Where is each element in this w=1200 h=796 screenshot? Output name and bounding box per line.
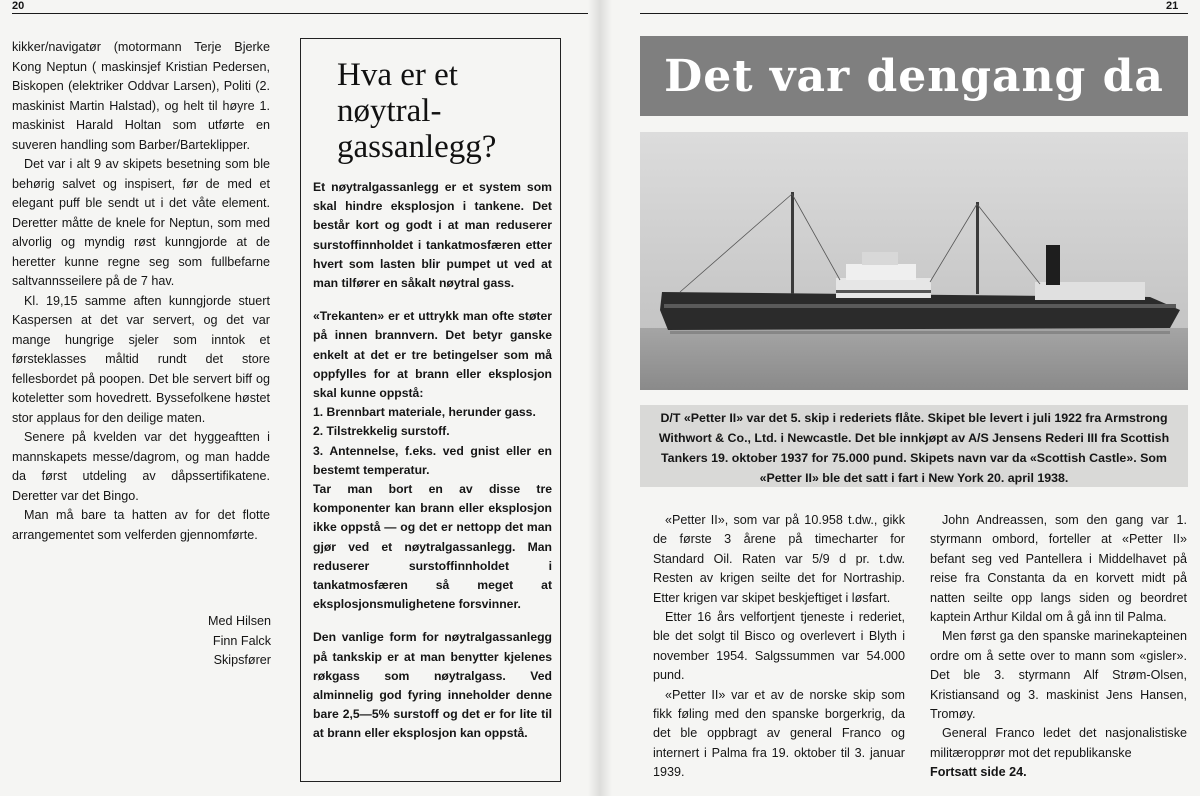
box-title-line: gassanlegg? (337, 129, 497, 165)
paragraph: «Petter II» var et av de norske skip som fikk føling med den spanske borgerkrig, da det ble oppbragt av general Franco og internert i Palma fra 19. oktober til 3. januar 1939. (653, 687, 905, 780)
caption-text: D/T «Petter II» var det 5. skip i rederiets flåte. Skipet ble levert i juli 1922 fra Armstrong Withwort & Co., Ltd. i Newcastle. Det ble innkjøpt av A/S Jensens Rederi III fra Scottish Tankers 19. oktober 1937 for 75.000 pund. Skipets navn var da «Scottish Castle». Som «Petter II» ble det satt i fart i New York 20. april 1938. (658, 411, 1170, 485)
box-list-item: 2. Tilstrekkelig surstoff. (313, 424, 450, 439)
paragraph: Men først ga den spanske marinekapteinen ordre om å sette over to mann som «gisler». Det ble 3. styrmann Alf Strøm-Olsen, Kristiansand og 3. maskinist Jens Hansen, Tromøy. (930, 629, 1187, 722)
box-paragraph: Tar man bort en av disse tre komponenter kan brann eller eksplosjon ikke oppstå — og det er nettopp det man gjør ved et nøytralgassanlegg. Man reduserer surstoffinnholdet i tankatmosfæren så meget at eksplosjonsmulighetene forsvinner. (313, 482, 552, 612)
box-paragraph: «Trekanten» er et uttrykk man ofte støter på innen brannvern. Det betyr ganske enkelt at det er tre betingelser som må oppfylles for at brann eller eksplosjon skal kunne oppstå: (313, 309, 552, 401)
article-column (12, 38, 270, 545)
photo-caption (640, 405, 1188, 487)
signoff (150, 612, 271, 671)
paragraph: John Andreassen, som den gang var 1. styrmann ombord, forteller at «Petter II» befant seg ved Pantellera i Middelhavet på reise fra Constanta da en korvett midt på natten seilte opp langs siden og beordret kaptein Arthur Kildal om å gå inn til Palma. (930, 513, 1187, 625)
box-title (337, 57, 552, 165)
box-title-line: Hva er et (337, 57, 458, 93)
paragraph: Senere på kvelden var det hyggeaftten i mannskapets messe/dagrom, og man hadde da først utdeling av dåpssertifikatene. Deretter var det Bingo. (12, 430, 270, 503)
ship-photo (640, 132, 1188, 390)
info-box (300, 38, 561, 782)
header-rule (12, 13, 588, 14)
article-column (653, 511, 905, 783)
paragraph: Etter 16 års velfortjent tjeneste i rederiet, ble det solgt til Bisco og overlevert i Blyth i november 1954. Salgssummen var 54.000 pund. (653, 610, 905, 683)
box-paragraph: Et nøytralgassanlegg er et system som skal hindre eksplosjon i tankene. Det består kort og godt i at man reduserer surstoffinnholdet i tankatmosfæren etter hvert som lasten blir pumpet ut ved at man tilfører en såkalt nøytral gass. (313, 180, 552, 291)
right-page (600, 0, 1200, 796)
signoff-greeting: Med Hilsen (208, 614, 271, 628)
header-rule (640, 13, 1188, 14)
paragraph: Kl. 19,15 samme aften kunngjorde stuert Kaspersen at det var servert, og det var mange hungrige sjeler som inntok et førsteklasses måltid rundt det store fellesbordet på poopen. Det ble servert biff og koteletter som hovedrett. Byssefolkene høstet stor applaus for den deilige maten. (12, 293, 270, 425)
paragraph: General Franco ledet det nasjonalistiske militæropprør mot det republikanske (930, 726, 1187, 760)
page-gutter (588, 0, 612, 796)
box-list-item: 3. Antennelse, f.eks. ved gnist eller en bestemt temperatur. (313, 443, 552, 477)
banner (640, 36, 1188, 116)
page-number: 20 (12, 0, 25, 12)
banner-title: Det var dengang da (664, 51, 1164, 102)
ship-photo-image (640, 132, 1188, 390)
box-paragraph: Den vanlige form for nøytralgassanlegg på tankskip er at man benytter kjelenes røkgass som nøytralgass. Ved alminnelig god fyring inneholder denne bare 2,5—5% surstoff og det er for lite til at brann eller eksplosjon kan oppstå. (313, 630, 552, 741)
paragraph: kikker/navigatør (motormann Terje Bjerke Kong Neptun ( maskinsjef Kristian Pedersen, Biskopen (elektriker Oddvar Larsen), Politi (2. maskinist Martin Halstad), og helt til høyre 1. maskinist Harald Holtan som utførte en suveren handling som Barber/Barteklipper. (12, 40, 270, 152)
box-title-line: nøytral- (337, 93, 442, 129)
signoff-name: Finn Falck (212, 633, 271, 648)
paragraph: Man må bare ta hatten av for det flotte arrangementet som velferden gjennomførte. (12, 508, 270, 542)
page-number: 21 (1166, 0, 1179, 12)
box-list-item: 1. Brennbart materiale, herunder gass. (313, 405, 536, 420)
signoff-title: Skipsfører (213, 653, 271, 667)
paragraph: Det var i alt 9 av skipets besetning som ble behørig salvet og inspisert, før de med et elegant puff ble sendt ut i det våte element. Deretter måtte de knele for Neptun, som med alvorlig og myndig røst kunngjorde at de heretter kunne regne seg som fullbefarne saltvannsseilere på de 7 hav. (12, 157, 270, 288)
article-column (930, 511, 1187, 783)
continued-note: Fortsatt side 24. (930, 765, 1027, 780)
paragraph: «Petter II», som var på 10.958 t.dw., gikk de første 3 årene på timecharter for Standard Oil. Raten var 5/9 d pr. t.dw. Resten av krigen seilte det for Nortraship. Etter krigen var skipet beskjeftiget i løsfart. (653, 513, 905, 605)
